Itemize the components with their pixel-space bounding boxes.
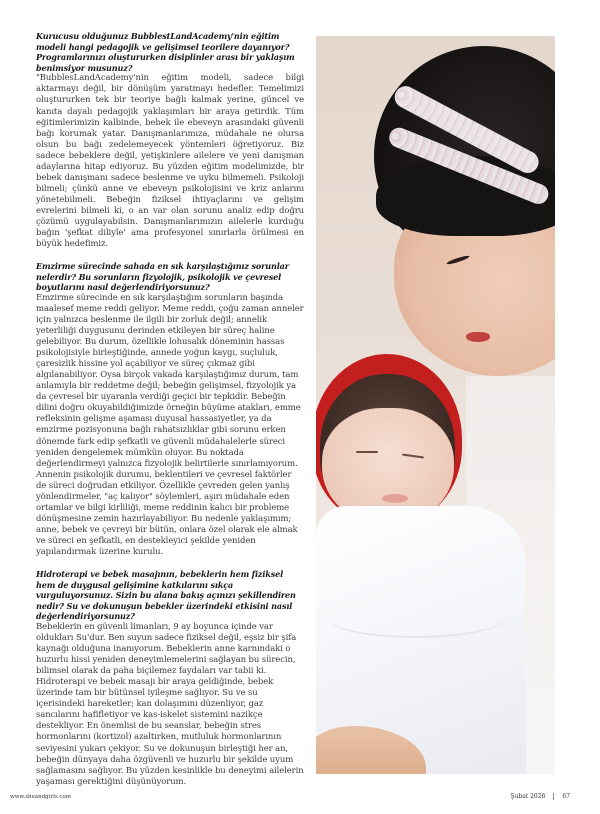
footer-issue: Şubat 2026	[510, 793, 546, 800]
mother-and-newborn-photo	[316, 36, 555, 774]
footer-issue-info	[510, 793, 570, 800]
blanket-fold	[326, 596, 506, 638]
question-3: Hidroterapi ve bebek masajının, bebeklerin hem fiziksel hem de duygusal gelişimine katkılarını sıkça vurguluyorsunuz. Sizin bu alana bakış açınızı şekillendiren nedir? Su ve dokunuşun bebekler üzerindeki etkisini nasıl değerlendiriyorsunuz?	[36, 569, 296, 622]
page-number: 67	[562, 793, 570, 800]
question-1: Kurucusu olduğunuz BubblestLandAcademy'nin eğitim modeli hangi pedagojik ve gelişimsel teorilere dayanıyor? Programlarınızı oluştururken disiplinler arası bir yaklaşım benimsiyor musunuz?	[36, 31, 295, 73]
baby-lips	[382, 494, 408, 503]
answer-3: Bebeklerin en güvenli limanları, 9 ay boyunca içinde var oldukları Su'dur. Ben suyun sadece fiziksel değil, eşsiz bir şifa kaynağı olduğuna inanıyorum. Bebeklerin anne karnındaki o huzurlu hissi yeniden deneyimlemelerini sağlayan bu sürecin, bilimsel olarak da paha biçilemez faydaları var tabii ki. Hidroterapi ve bebek masajı bir araya geldiğinde, bebek üzerinde tam bir bütünsel iyileşme sağlıyor. Su ve su içerisindeki hareketler; kan dolaşımını düzenliyor, gaz sancılarını hafifletiyor ve kas-iskelet sistemini nazikçe destekliyor. En önemlisi de bu seanslar, bebeğin stres hormonlarını (kortizol) azaltırken, mutluluk hormonlarının seviyesini yukarı çekiyor. Su ve dokunuşun birleştiği her an, bebeğin dünyaya daha özgüvenli ve huzurlu bir şekilde uyum sağlamasını sağlıyor. Bu yüzden kesinlikle bu deneyimi ailelerin yaşaması gerektiğini düşünüyorum.	[36, 622, 304, 787]
answer-2: Emzirme sürecinde en sık karşılaştığım sorunların başında maalesef meme reddi geliyor. Meme reddi, çoğu zaman anneler için yalnızca beslenme ile ilgili bir zorluk değil; annelik yeterliliği duygusunu derinden etkileyen bir süreç haline gelebiliyor. Bu durum, özellikle lohusalık döneminin hassas psikolojisiyle birleştiğinde, annede yoğun kaygı, suçluluk, çaresizlik hissine yol açabiliyor ve süreç çıkmaz gibi algılanabiliyor. Oysa birçok vakada karşılaştığımız durum, tam anlamıyla bir reddetme değil; bebeğin gelişimsel, fizyolojik ya da çevresel bir uyaranla verdiği geçici bir tepkidir. Bebeğin dilini doğru okuyabildiğimizde örneğin büyüme atakları, emme refleksinin gelişme aşaması duyusal hassasiyetler, ya da emzirme pozisyonuna bağlı rahatsızlıklar gibi sorunu erken dönemde fark edip şefkatli ve güvenli müdahalelerle süreci yeniden dengelemek mümkün oluyor. Bu noktada değerlendirmeyi yalnızca fizyolojik belirtilerle sınırlamıyorum. Annenin psikolojik durumu, beklentileri ve çevresel faktörler de süreci doğrudan etkiliyor. Özellikle çevreden gelen yanlış yönlendirmeler, "aç kalıyor" söylemleri, aşırı müdahale eden ortamlar ve bilgi kirliliği, meme reddinin kalıcı bir probleme dönüşmesine zemin hazırlayabiliyor. Bu nedenle yaklaşımım; anne, bebek ve çevreyi bir bütün, onlara özel olarak ele almak ve süreci en şefkatli, en destekleyici şekilde yeniden yapılandırmak üzerine kurulu.	[36, 292, 304, 557]
answer-1: "BubblesLandAcademy'nin eğitim modeli, sadece bilgi aktarmayı değil, bir dönüşüm yaratmayı hedefler. Temelimizi oluştururken tek bir teoriye bağlı kalmak yerine, güncel ve kanıta dayalı pedagojik yaklaşımları bir araya getirdik. Tüm eğitimlerimizin kalbinde, bebek ile ebeveyn arasındaki güvenli bağı korumak yatar. Danışmanlarımıza, müdahale ne olursa olsun bu bağı zedelemeyecek yöntemleri öğretiyoruz. Biz sadece bebeklere değil, yetişkinlere ailelere ve yeni danışman adaylarına hitap ediyoruz. Bu yüzden eğitim modelimizde, bir bebek danışmanı sadece beslenme ve uyku bilmemeli. Psikoloji bilmeli; çünkü anne ve ebeveyn psikolojisini ve kriz anlarını yönetebilmeli. Bebeğin fiziksel ihtiyaçlarını ve gelişim evrelerini bilmeli ki, o an var olan sorunu analiz edip doğru çözümü uygulayabilsin. Danışmanlarımızın ailelerle kurduğu bağın 'şefkat diliyle' ama profesyonel sınırlarla örülmesi en büyük hedefimiz.	[36, 73, 304, 250]
article-column	[36, 31, 304, 788]
footer-divider	[553, 793, 554, 800]
footer-website: www.sheandgirls.com	[10, 794, 72, 800]
baby-eye-left	[356, 451, 378, 453]
mother-lips	[466, 332, 490, 342]
question-2: Emzirme sürecinde sahada en sık karşılaştığınız sorunlar nelerdir? Bu sorunların fizyolojik, psikolojik ve çevresel boyutlarını nasıl değerlendiriyorsunuz?	[36, 261, 289, 293]
